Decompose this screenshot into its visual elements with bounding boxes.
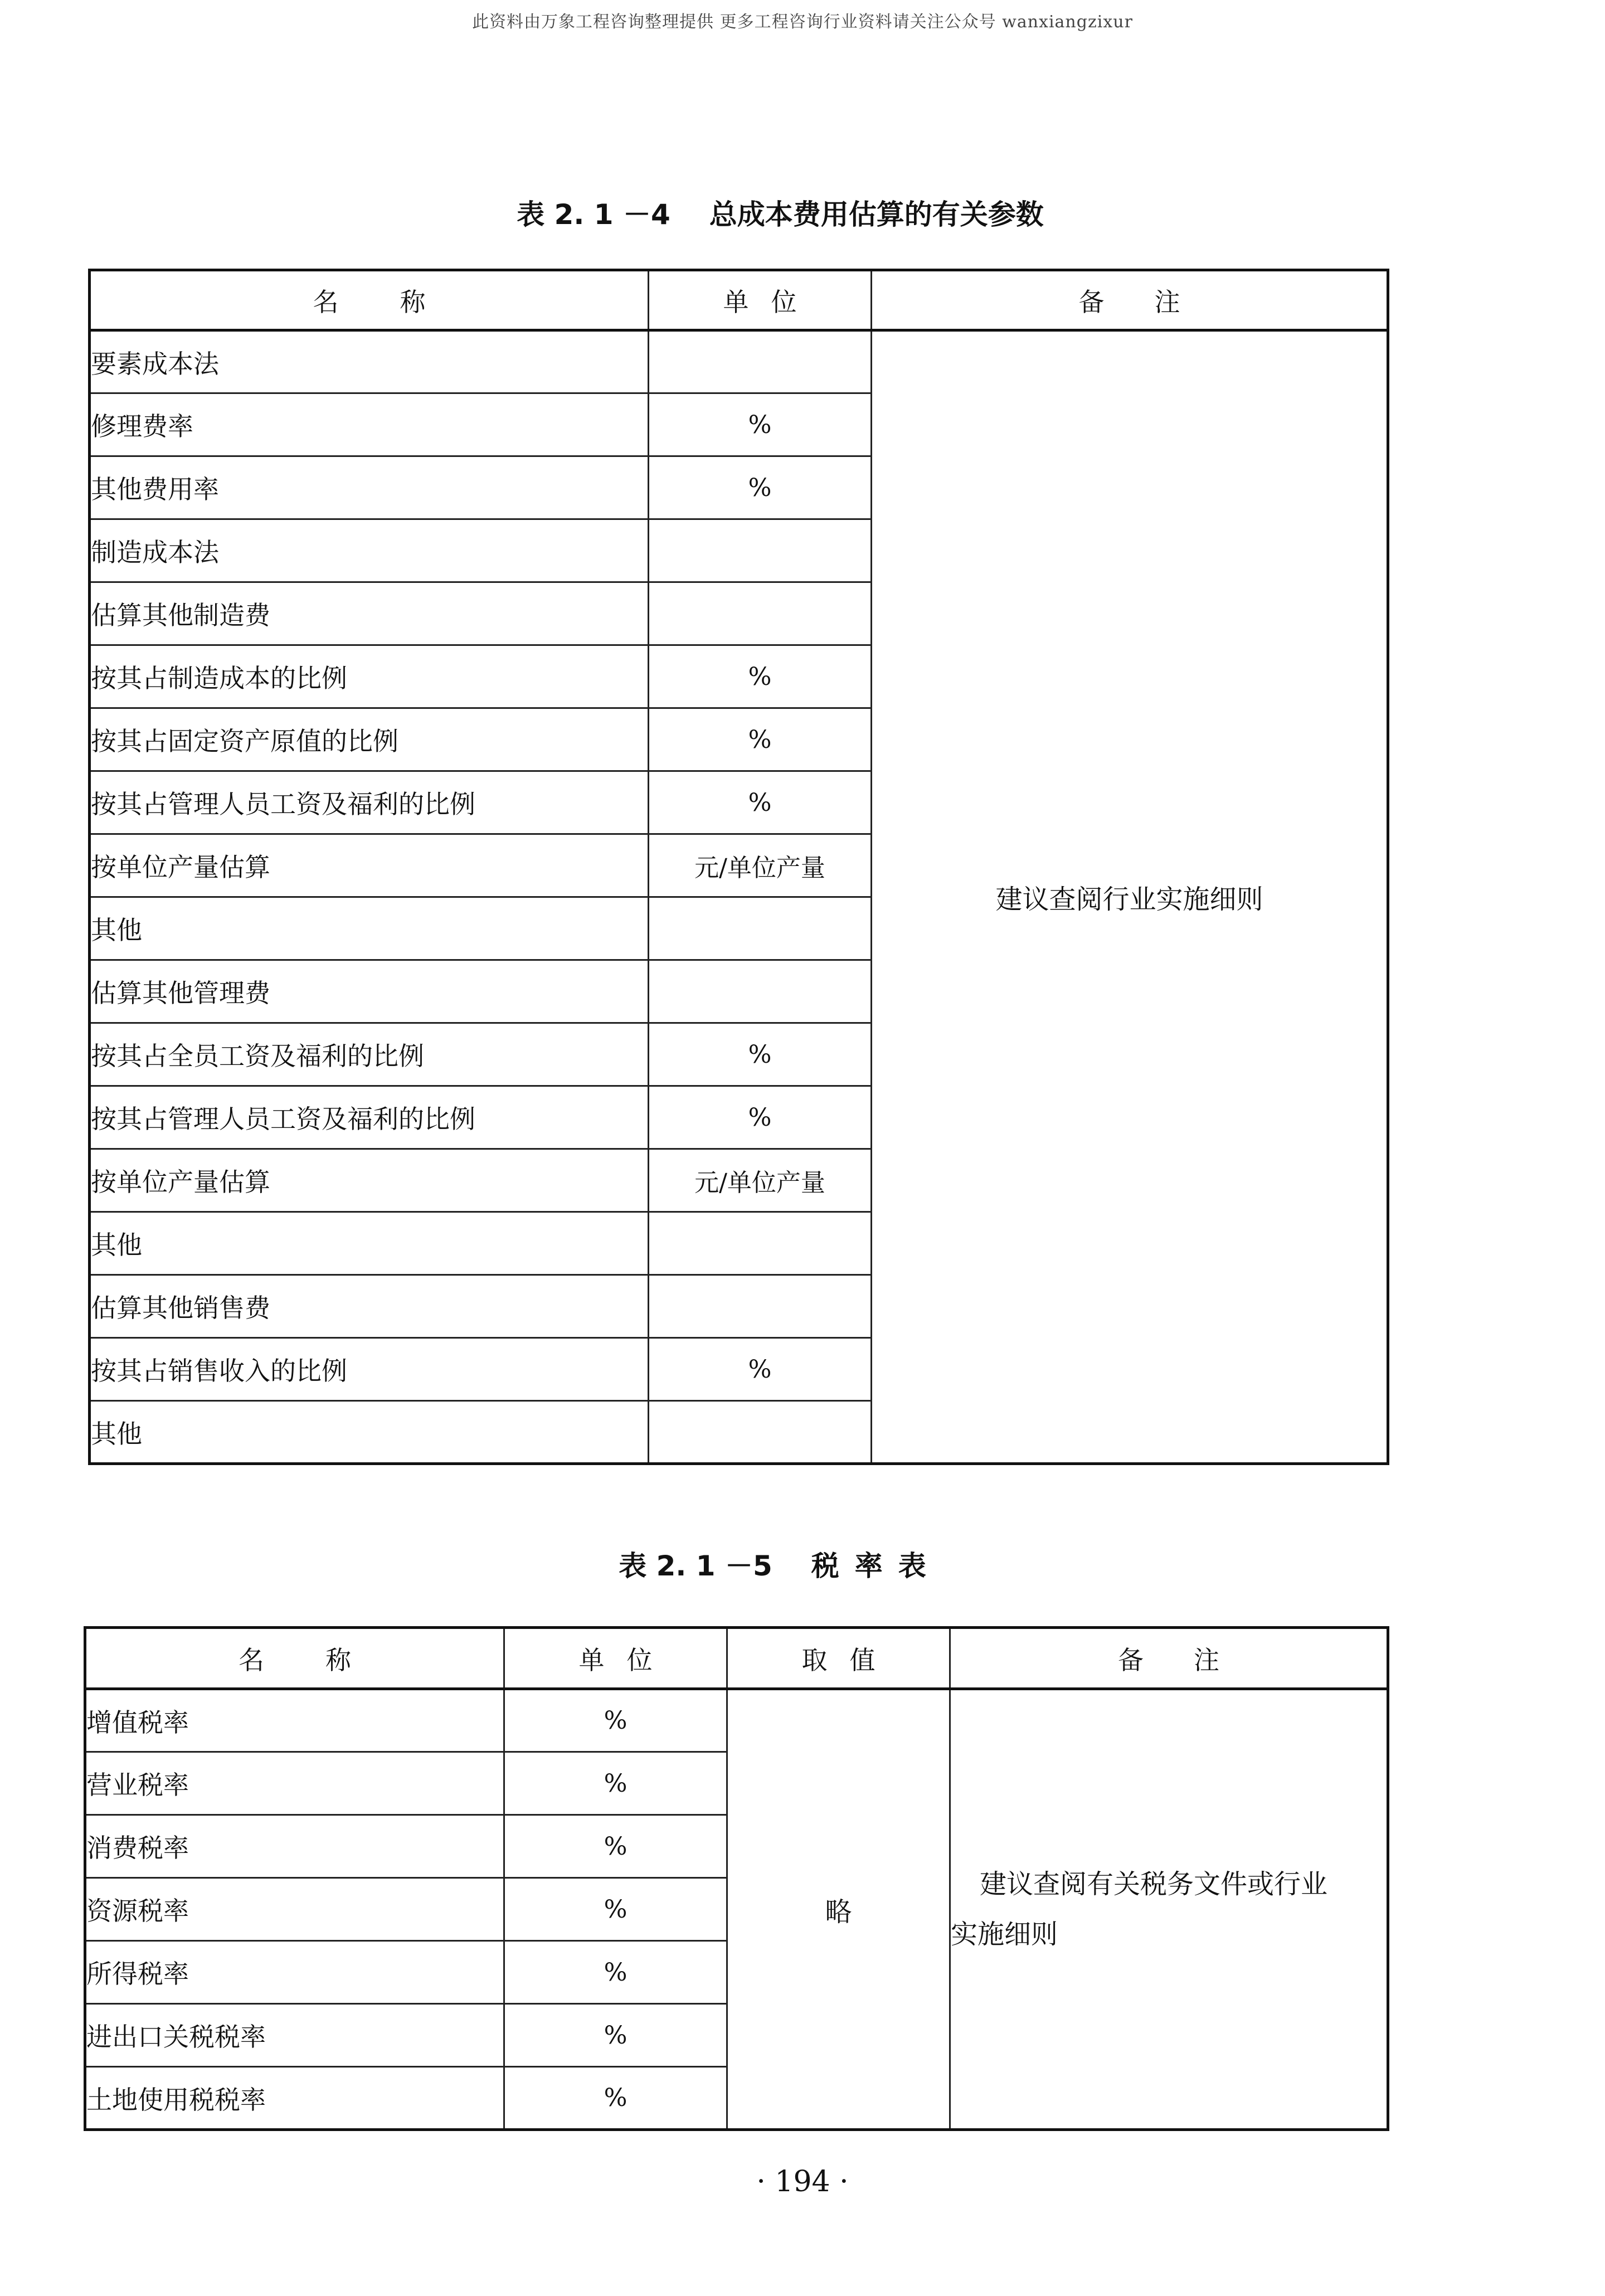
row-unit: %	[649, 1086, 872, 1149]
table1-header-name: 名称	[90, 270, 649, 330]
row-name: 营业税率	[85, 1752, 504, 1815]
row-name: 按其占销售收入的比例	[90, 1338, 649, 1401]
row-name: 按其占全员工资及福利的比例	[90, 1023, 649, 1086]
row-unit	[649, 330, 872, 393]
row-unit: %	[649, 645, 872, 708]
row-unit: 元/单位产量	[649, 1149, 872, 1212]
row-unit	[649, 960, 872, 1023]
table2-header-remark: 备注	[950, 1628, 1388, 1689]
table1-remark: 建议查阅行业实施细则	[872, 330, 1388, 1464]
row-unit: %	[504, 1815, 727, 1878]
row-unit: %	[504, 2067, 727, 2130]
cost-parameters-table	[88, 269, 1389, 1465]
table2-remark	[950, 1689, 1388, 2130]
row-name: 消费税率	[85, 1815, 504, 1878]
row-unit: %	[649, 456, 872, 519]
table1-title	[0, 192, 1583, 232]
tax-rate-table	[84, 1626, 1389, 2131]
page-number: · 194 ·	[756, 2165, 849, 2198]
row-name: 其他	[90, 1401, 649, 1464]
table2-header-value: 取值	[727, 1628, 950, 1689]
row-unit: %	[504, 1752, 727, 1815]
row-name: 按其占管理人员工资及福利的比例	[90, 1086, 649, 1149]
row-unit: %	[504, 1941, 727, 2004]
row-name: 所得税率	[85, 1941, 504, 2004]
row-name: 其他	[90, 897, 649, 960]
row-unit	[649, 1275, 872, 1338]
row-name: 土地使用税税率	[85, 2067, 504, 2130]
table2-header-name: 名称	[85, 1628, 504, 1689]
row-unit	[649, 1212, 872, 1275]
row-unit: %	[649, 771, 872, 834]
row-unit: %	[649, 393, 872, 456]
row-unit: 元/单位产量	[649, 834, 872, 897]
row-unit	[649, 897, 872, 960]
row-name: 估算其他制造费	[90, 582, 649, 645]
row-unit	[649, 519, 872, 582]
table1-header-row	[90, 270, 1388, 330]
row-name: 按其占固定资产原值的比例	[90, 708, 649, 771]
table-row	[90, 330, 1388, 393]
row-name: 按其占管理人员工资及福利的比例	[90, 771, 649, 834]
table1-name: 总成本费用估算的有关参数	[709, 198, 1044, 231]
row-name: 按单位产量估算	[90, 834, 649, 897]
table1-header-unit: 单位	[649, 270, 872, 330]
table2-header-row	[85, 1628, 1388, 1689]
row-unit: %	[649, 1023, 872, 1086]
table1-header-remark: 备注	[872, 270, 1388, 330]
table2-number: 表 2. 1 －5	[619, 1550, 772, 1582]
row-name: 按单位产量估算	[90, 1149, 649, 1212]
row-name: 估算其他管理费	[90, 960, 649, 1023]
table-row	[85, 1689, 1388, 1752]
table2-value: 略	[727, 1689, 950, 2130]
table2-header-unit: 单位	[504, 1628, 727, 1689]
row-name: 其他费用率	[90, 456, 649, 519]
row-name: 制造成本法	[90, 519, 649, 582]
row-name: 增值税率	[85, 1689, 504, 1752]
row-name: 资源税率	[85, 1878, 504, 1941]
row-unit: %	[504, 2004, 727, 2067]
table2-remark-line1: 建议查阅有关税务文件或行业	[980, 1869, 1328, 1900]
table2-title	[0, 1544, 1583, 1584]
row-unit: %	[504, 1689, 727, 1752]
header-note: 此资料由万象工程咨询整理提供 更多工程咨询行业资料请关注公众号 wanxiangzixur	[472, 12, 1133, 32]
row-name: 其他	[90, 1212, 649, 1275]
row-name: 进出口关税税率	[85, 2004, 504, 2067]
table2-name: 税率表	[811, 1550, 942, 1582]
row-unit: %	[649, 708, 872, 771]
table2-remark-line2: 实施细则	[951, 1919, 1058, 1950]
table1-number: 表 2. 1 －4	[517, 198, 670, 231]
row-unit: %	[504, 1878, 727, 1941]
row-unit	[649, 582, 872, 645]
row-name: 要素成本法	[90, 330, 649, 393]
row-name: 修理费率	[90, 393, 649, 456]
row-name: 估算其他销售费	[90, 1275, 649, 1338]
row-unit	[649, 1401, 872, 1464]
row-name: 按其占制造成本的比例	[90, 645, 649, 708]
row-unit: %	[649, 1338, 872, 1401]
